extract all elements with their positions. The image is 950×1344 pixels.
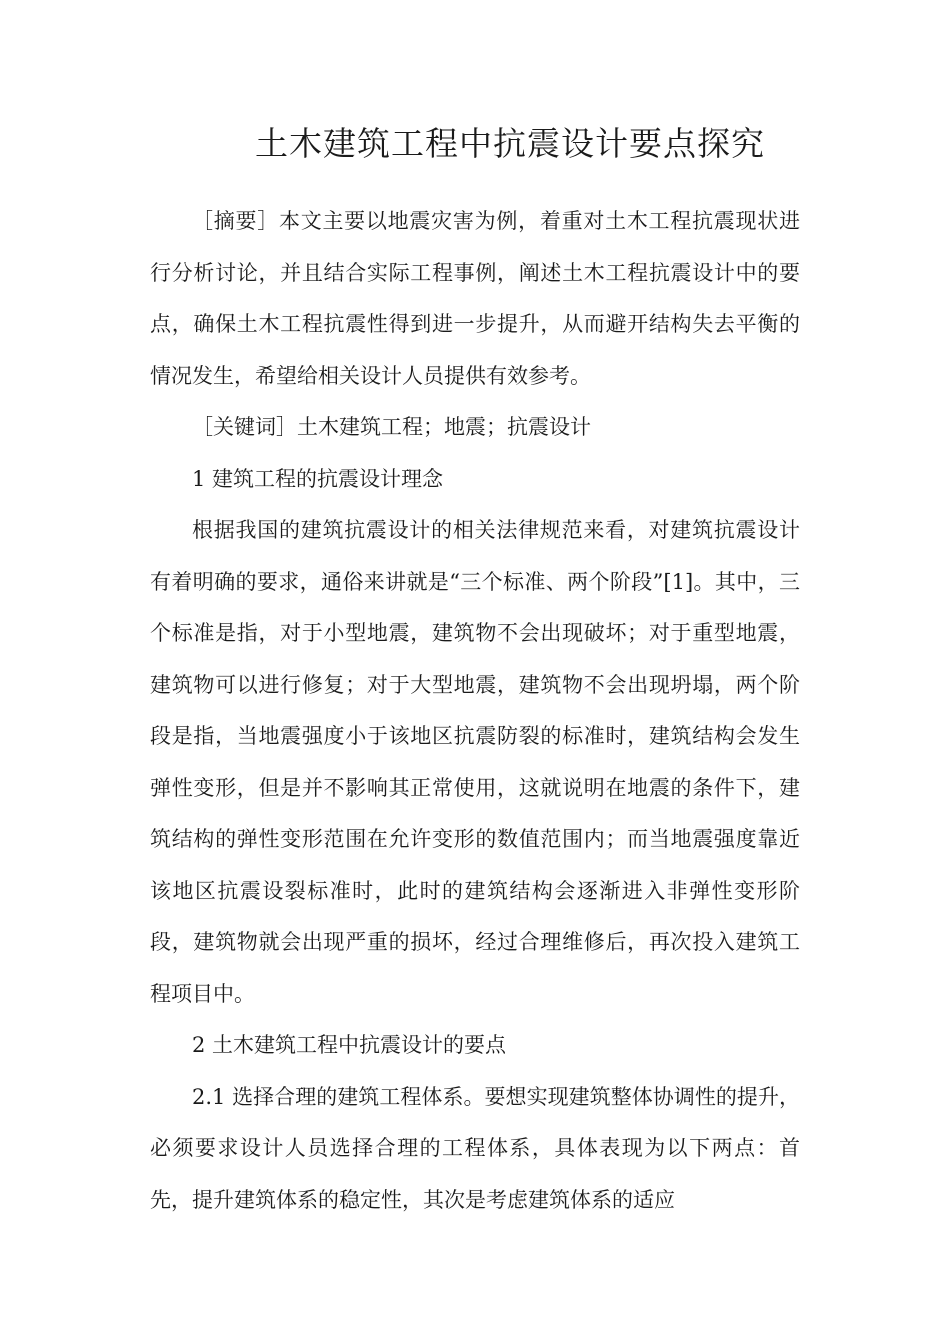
keywords-paragraph: ［关键词］土木建筑工程；地震；抗震设计 [192,415,591,439]
body-paragraph: 2.1 选择合理的建筑工程体系。要想实现建筑整体协调性的提升，必须要求设计人员选择合理的工程体系，具体表现为以下两点：首先，提升建筑体系的稳定性，其次是考虑建筑体系的适应 [150,1084,800,1212]
section-heading-1: 1 建筑工程的抗震设计理念 [192,466,444,491]
abstract-paragraph: ［摘要］本文主要以地震灾害为例，着重对土木工程抗震现状进行分析讨论，并且结合实际工程事例，阐述土木工程抗震设计中的要点，确保土木工程抗震性得到进一步提升，从而避开结构失去平衡的情况发生，希望给相关设计人员提供有效参考。 [150,209,800,388]
document-body [150,196,800,1226]
body-paragraph: 根据我国的建筑抗震设计的相关法律规范来看，对建筑抗震设计有着明确的要求，通俗来讲就是“三个标准、两个阶段”[1]。其中，三个标准是指，对于小型地震，建筑物不会出现破坏；对于重型地震，建筑物可以进行修复；对于大型地震，建筑物不会出现坍塌，两个阶段是指，当地震强度小于该地区抗震防裂的标准时，建筑结构会发生弹性变形，但是并不影响其正常使用，这就说明在地震的条件下，建筑结构的弹性变形范围在允许变形的数值范围内；而当地震强度靠近该地区抗震设裂标准时，此时的建筑结构会逐渐进入非弹性变形阶段，建筑物就会出现严重的损坏，经过合理维修后，再次投入建筑工程项目中。 [150,518,800,1006]
section-heading-2: 2 土木建筑工程中抗震设计的要点 [192,1033,507,1057]
document-title: 土木建筑工程中抗震设计要点探究 [255,124,765,163]
